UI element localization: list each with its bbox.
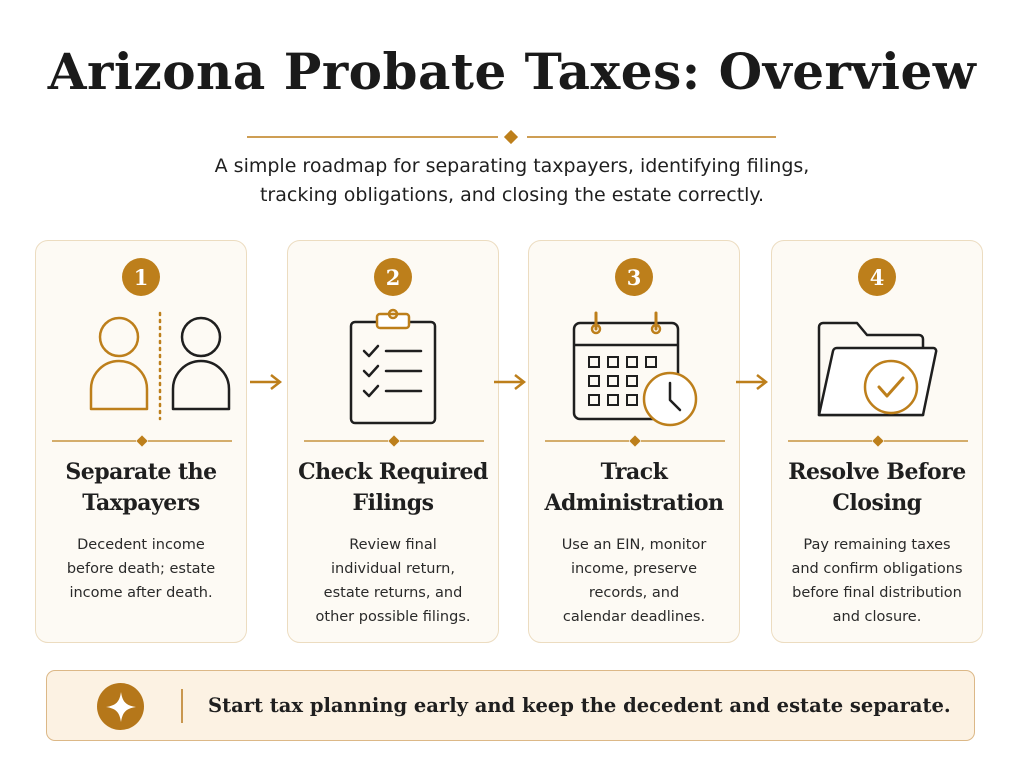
banner-separator: [181, 689, 183, 723]
title-divider: [0, 130, 1024, 144]
subtitle: [0, 152, 1024, 210]
clipboard-checklist-icon: [288, 307, 498, 427]
step-desc-line: calendar deadlines.: [562, 609, 706, 625]
step-title-line: Taxpayers: [82, 490, 200, 516]
step-desc-line: individual return,: [331, 561, 455, 577]
step-number-badge: 2: [374, 258, 412, 296]
page-title: Arizona Probate Taxes: Overview: [47, 42, 977, 101]
step-desc-line: income after death.: [69, 585, 213, 601]
calendar-clock-icon: [529, 307, 739, 427]
step-number-badge: 4: [858, 258, 896, 296]
step-title-line: Separate the: [65, 459, 217, 485]
step-number-badge: 1: [122, 258, 160, 296]
card-divider: [52, 435, 232, 447]
folder-check-icon: [772, 307, 982, 427]
step-card-4: [771, 240, 983, 643]
sparkle-star-icon: [97, 683, 144, 730]
step-card-1: [35, 240, 247, 643]
step-title: [535, 457, 733, 519]
step-desc-line: Decedent income: [77, 537, 205, 553]
step-desc-line: Review final: [349, 537, 437, 553]
step-desc-line: before death; estate: [66, 561, 216, 577]
step-title-line: Administration: [544, 490, 724, 516]
card-divider: [788, 435, 968, 447]
step-desc-line: before final distribution: [792, 585, 962, 601]
two-persons-icon: [36, 307, 246, 427]
step-title: [294, 457, 492, 519]
step-desc-line: estate returns, and: [323, 585, 463, 601]
step-title: [778, 457, 976, 519]
step-title-line: Check Required: [298, 459, 488, 485]
step-description: [784, 533, 970, 629]
step-desc-line: and confirm obligations: [791, 561, 963, 577]
subtitle-line-2: tracking obligations, and closing the estate correctly.: [259, 184, 764, 206]
step-desc-line: Pay remaining taxes: [803, 537, 951, 553]
step-description: [48, 533, 234, 605]
step-desc-line: Use an EIN, monitor: [561, 537, 707, 553]
arrow-right-icon: [736, 373, 768, 391]
card-divider: [304, 435, 484, 447]
step-title: [42, 457, 240, 519]
arrow-right-icon: [494, 373, 526, 391]
step-number-badge: 3: [615, 258, 653, 296]
subtitle-line-1: A simple roadmap for separating taxpayers, identifying filings,: [214, 155, 810, 177]
step-title-line: Filings: [352, 490, 434, 516]
step-title-line: Track: [600, 459, 668, 485]
step-description: [300, 533, 486, 629]
step-card-2: [287, 240, 499, 643]
step-title-line: Resolve Before: [788, 459, 966, 485]
tip-banner: [46, 670, 975, 741]
card-divider: [545, 435, 725, 447]
step-desc-line: other possible filings.: [315, 609, 471, 625]
step-card-3: [528, 240, 740, 643]
step-desc-line: and closure.: [832, 609, 922, 625]
arrow-right-icon: [250, 373, 282, 391]
step-description: [541, 533, 727, 629]
step-desc-line: records, and: [588, 585, 680, 601]
banner-text: Start tax planning early and keep the decedent and estate separate.: [208, 694, 951, 717]
step-desc-line: income, preserve: [570, 561, 698, 577]
step-title-line: Closing: [832, 490, 922, 516]
